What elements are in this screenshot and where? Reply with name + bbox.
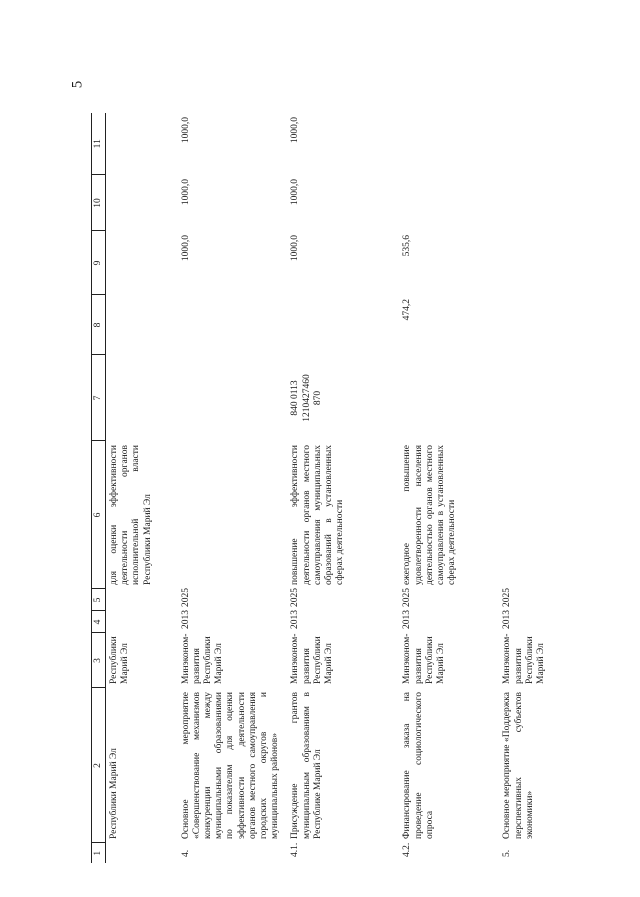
amount-col-9: 1000,0	[290, 235, 301, 262]
amount-col-10	[399, 175, 499, 231]
amount-col-8	[106, 295, 178, 355]
budget-code	[178, 355, 288, 441]
amount-col-10: 1000,0	[290, 179, 301, 206]
activity-name: Республики Марий Эл	[109, 748, 119, 839]
budget-code	[106, 355, 178, 441]
expected-result	[178, 441, 288, 589]
start-year: 2013	[502, 610, 513, 629]
executor: Минэконом- развития Республики Марий Эл	[502, 633, 546, 684]
activity-name: Присуждение грантов муниципальным образованиям в Республике Марий Эл	[290, 692, 323, 839]
executor: Минэконом- развития Республики Марий Эл	[402, 633, 446, 684]
page-number: 5	[69, 80, 86, 89]
expected-result: для оценки эффективности деятельности органов исполнительной власти Республики Марий Эл	[109, 445, 153, 585]
table-row	[106, 113, 178, 863]
expected-result	[499, 441, 553, 589]
amount-col-8	[499, 295, 553, 355]
executor: Минэконом- развития Республики Марий Эл	[180, 633, 225, 684]
executor: Республики Марий Эл	[109, 636, 131, 684]
header-row	[92, 113, 106, 863]
amount-col-11	[499, 113, 553, 175]
end-year: 2025	[402, 588, 413, 607]
amount-col-11: 1000,0	[180, 117, 191, 144]
expected-result: ежегодное повышение удовлетворенности населения деятельностью органов местного самоуправления в установленных сферах деятельности	[402, 445, 458, 585]
activity-name: Основное мероприятие «Совершенствование механизмов конкуренции между муниципальными образованиями по показателям для оценки эффективности деятельности органов местного самоуправления городских округов и муниципальных районов»	[180, 692, 281, 839]
col-header-6: 6	[92, 441, 106, 589]
table-row	[287, 113, 399, 863]
start-year: 2013	[290, 610, 301, 629]
activity-name: Финансирование заказа на проведение социологического опроса	[402, 692, 435, 839]
expected-result: повышение эффективности деятельности органов местного самоуправления муниципальных образований в установленных сферах деятельности	[290, 445, 346, 585]
budget-code	[499, 355, 553, 441]
rotated-table-inner	[91, 113, 546, 863]
col-header-3: 3	[92, 633, 106, 688]
start-year: 2013	[180, 610, 191, 629]
amount-col-11: 1000,0	[290, 117, 301, 144]
amount-col-8	[287, 295, 399, 355]
table-row	[178, 113, 288, 863]
program-activities-table	[91, 113, 553, 863]
amount-col-11	[106, 113, 178, 175]
end-year: 2025	[180, 588, 191, 607]
amount-col-9: 535,6	[402, 235, 413, 257]
col-header-9: 9	[92, 231, 106, 295]
amount-col-9	[499, 231, 553, 295]
col-header-7: 7	[92, 355, 106, 441]
row-number: 4.	[180, 849, 191, 857]
row-number	[106, 843, 178, 863]
end-year	[106, 589, 178, 611]
col-header-10: 10	[92, 175, 106, 231]
amount-col-10	[499, 175, 553, 231]
row-number: 4.1.	[290, 842, 301, 857]
row-number: 5.	[502, 849, 513, 857]
col-header-11: 11	[92, 113, 106, 175]
start-year	[106, 611, 178, 633]
amount-col-8: 474,2	[402, 299, 413, 321]
rotated-table-container	[91, 113, 640, 857]
activity-name: Основное мероприятие «Поддержка перспективных субъектов экономики»	[502, 692, 535, 839]
amount-col-9: 1000,0	[180, 235, 191, 262]
amount-col-8	[178, 295, 288, 355]
budget-code	[399, 355, 499, 441]
row-number: 4.2.	[402, 842, 413, 857]
amount-col-11	[399, 113, 499, 175]
col-header-2: 2	[92, 688, 106, 843]
end-year: 2025	[502, 588, 513, 607]
start-year: 2013	[402, 610, 413, 629]
table-row	[499, 113, 553, 863]
amount-col-9	[106, 231, 178, 295]
col-header-1: 1	[92, 843, 106, 863]
col-header-4: 4	[92, 611, 106, 633]
amount-col-10	[106, 175, 178, 231]
budget-code: 840 0113 1210427460 870	[290, 374, 323, 422]
table-row	[399, 113, 499, 863]
col-header-8: 8	[92, 295, 106, 355]
amount-col-10: 1000,0	[180, 179, 191, 206]
executor: Минэконом- развития Республики Марий Эл	[290, 633, 334, 684]
end-year: 2025	[290, 588, 301, 607]
col-header-5: 5	[92, 589, 106, 611]
